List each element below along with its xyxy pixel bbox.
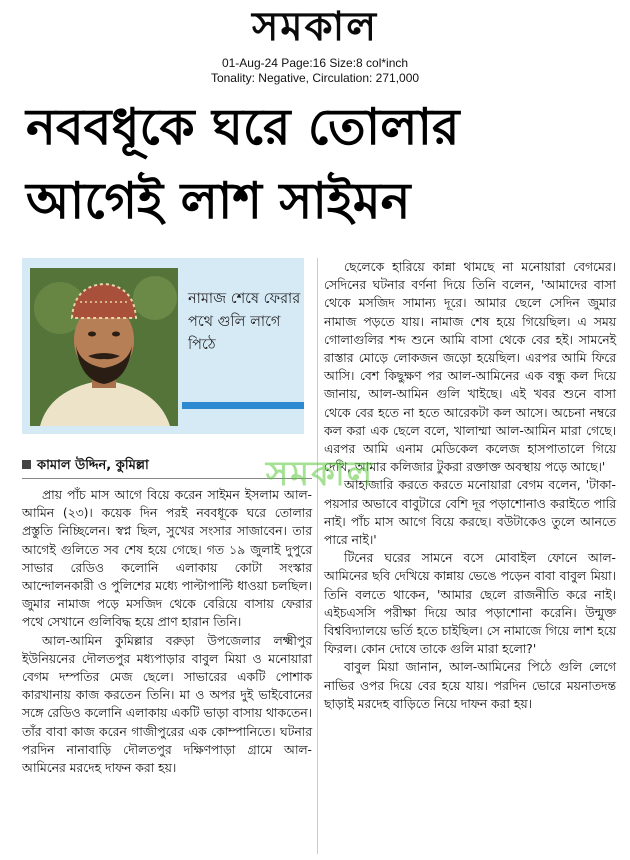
pull-quote: নামাজ শেষে ফেরার পথে গুলি লাগে পিঠে: [188, 291, 301, 353]
byline-location: , কুমিল্লা: [106, 458, 149, 473]
watermark: সমকাল: [265, 454, 375, 494]
article-paragraph: প্রায় পাঁচ মাস আগে বিয়ে করেন সাইমন ইসলাম আল-আমিন (২৩)। কয়েক দিন পরই নববধূকে ঘরে তোলার প্রস্তুতি নিচ্ছিলেন। স্বপ্ন ছিল, সুখের সংসার সাজাবেন। তার আগেই গুলিতে সব শেষ হয়ে গেছে। গত ১৯ জুলাই দুপুরে সাভার রেডিও কলোনি এলাকায় কোটা সংস্কার আন্দোলনকারী ও পুলিশের মধ্যে পাল্টাপাল্টি ধাওয়া চলছিল। জুমার নামাজ পড়ে মসজিদ থেকে বেরিয়ে বাসায় ফেরার পথে সেখানে গুলিবিদ্ধ হয়ে প্রাণ হারান তিনি।: [22, 488, 312, 630]
clip-meta-line-1: 01-Aug-24 Page:16 Size:8 col*inch: [221, 56, 409, 70]
article-paragraph: ছেলেকে হারিয়ে কান্না থামছে না মনোয়ারা বেগমের। সেদিনের ঘটনার বর্ণনা দিয়ে তিনি বলেন, 'আমাদের বাসা থেকে মসজিদ সামান্য দূরে। আমার ছেলে সেদিন জুমার নামাজ পড়তে যায়। নামাজ শেষ হয়ে গিয়েছিল। এ সময় গোলাগুলির শব্দ শুনে আমি বাসা থেকে বের হই। সামনেই রাস্তার মোড়ে লোকজন জড়ো হয়েছিল। এরপর আমি ফিরে আসি। বেশ কিছুক্ষণ পর আল-আমিনের এক বন্ধু কল দিয়ে জানায়, আল-আমিন গুলি খাইছে। এই খবর শুনে বাসা থেকে বের হতে না হতে আরেকটা কল আসে। অচেনা নম্বরে কল করা এক ছেলে বলে, খালাম্মা আল-আমিন মারা গেছে। এরপর আমি এনাম মেডিকেল কলেজ হাসপাতালে গিয়ে দেখি, আমার কলিজার টুকরা রক্তাক্ত অবস্থায় পড়ে আছে।': [324, 260, 616, 475]
headline-line-1: নববধূকে ঘরে তোলার: [26, 98, 460, 156]
article-column-right: [324, 258, 616, 713]
byline-square-icon: [22, 460, 31, 469]
photo-box: [22, 258, 304, 434]
portrait-photo: [30, 268, 178, 426]
portrait-illustration: [30, 268, 178, 426]
headline-line-2: আগেই লাশ সাইমন: [26, 172, 411, 230]
article-paragraph: টিনের ঘরের সামনে বসে মোবাইল ফোনে আল-আমিনের ছবি দেখিয়ে কান্নায় ভেঙে পড়েন বাবা বাবুল মিয়া। তিনি বলতে থাকেন, 'আমার ছেলে রাজনীতি করে নাই। এইচএসসি পরীক্ষা দিয়ে আর পড়াশোনা করেনি। উন্মুক্ত বিশ্ববিদ্যালয়ে ভর্তি হতে চাইছিল। সে নামাজে গিয়ে লাশ হয়ে ফিরল। কোন দোষে তাকে গুলি মারা হলো?': [324, 551, 616, 657]
article-column-left: [22, 486, 312, 777]
byline-author: কামাল উদ্দিন: [37, 458, 107, 473]
accent-bar: [182, 402, 304, 409]
article-paragraph: আল-আমিন কুমিল্লার বরুড়া উপজেলার লক্ষ্মীপুর ইউনিয়নের দৌলতপুর মধ্যপাড়ার বাবুল মিয়া ও মনোয়ারা বেগম দম্পতির মেজ ছেলে। সাভারের একটি পোশাক কারখানায় কাজ করতেন তিনি। মা ও অপর দুই ভাইবোনের সঙ্গে রেডিও কলোনি এলাকায় একটি ভাড়া বাসায় থাকতেন। তাঁর বাবা কাজ করেন গাজীপুরের এক কোম্পানিতে। ঘটনার পরদিন নানাবাড়ি দৌলতপুর দক্ষিণপাড়া গ্রামে আল-আমিনের মরদেহ দাফন করা হয়।: [22, 633, 312, 776]
article-paragraph: আহাজারি করতে করতে মনোয়ারা বেগম বলেন, 'টাকা-পয়সার অভাবে বাবুটারে বেশি দূর পড়াশোনাও করাইতে পারি নাই। পাঁচ মাস আগে বিয়ে করছে। বউটাকেও তুলে আনতে পারে নাই।': [324, 478, 616, 548]
article-paragraph: বাবুল মিয়া জানান, আল-আমিনের পিঠে গুলি লেগে নাভির ওপর দিয়ে বের হয়ে যায়। পরদিন ভোরে ময়নাতদন্ত ছাড়াই মরদেহ বাড়িতে নিয়ে দাফন করা হয়।: [324, 660, 616, 711]
column-divider: [317, 258, 318, 854]
byline: [22, 456, 312, 477]
byline-rule: [22, 478, 312, 479]
newspaper-masthead: সমকাল: [251, 3, 379, 50]
clip-meta-line-2: Tonality: Negative, Circulation: 271,000: [210, 71, 420, 85]
